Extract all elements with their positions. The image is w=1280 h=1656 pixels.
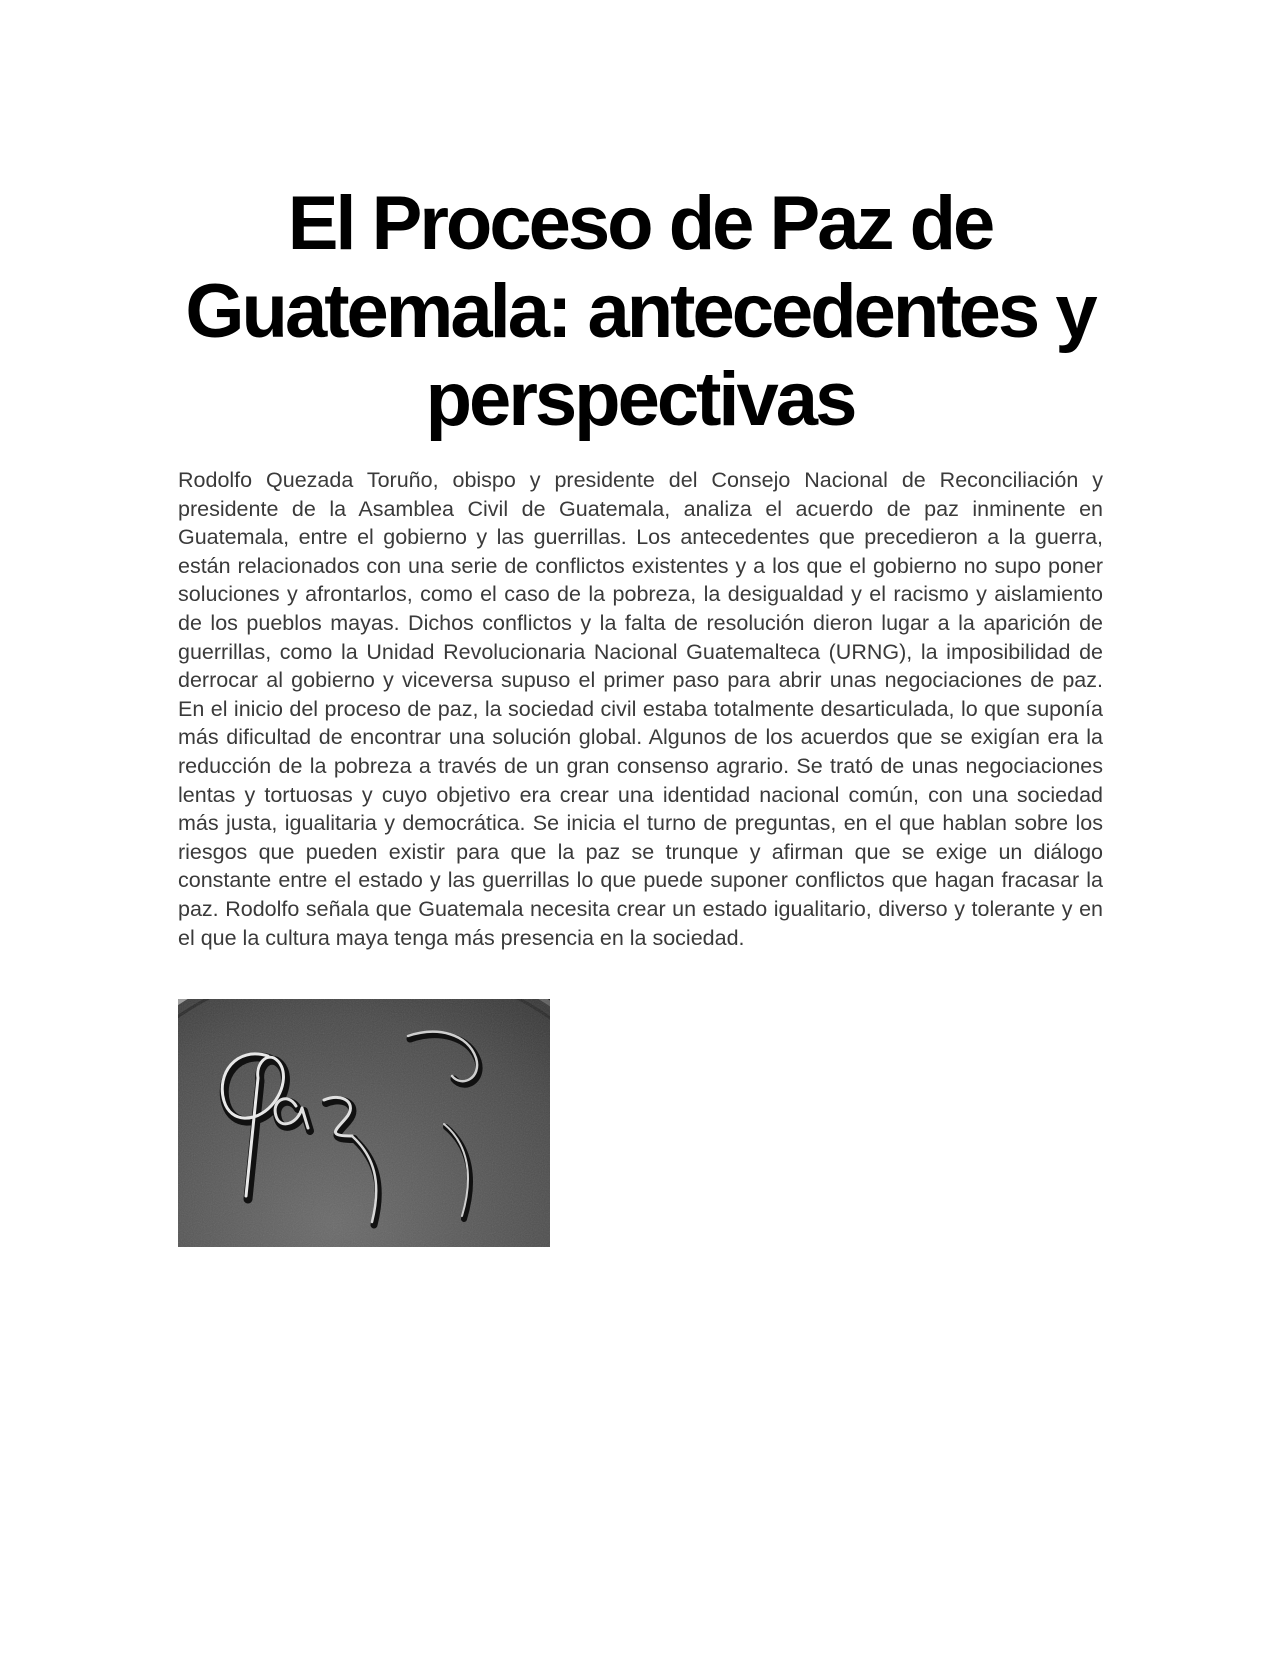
paz-coin-photo — [178, 999, 550, 1247]
document-body-paragraph: Rodolfo Quezada Toruño, obispo y presidente del Consejo Nacional de Reconciliación y presidente de la Asamblea Civil de Guatemala, analiza el acuerdo de paz inminente en Guatemala, entre el gobierno y las guerrillas. Los antecedentes que precedieron a la guerra, están relacionados con una serie de conflictos existentes y a los que el gobierno no supo poner soluciones y afrontarlos, como el caso de la pobreza, la desigualdad y el racismo y aislamiento de los pueblos mayas. Dichos conflictos y la falta de resolución dieron lugar a la aparición de guerrillas, como la Unidad Revolucionaria Nacional Guatemalteca (URNG), la imposibilidad de derrocar al gobierno y viceversa supuso el primer paso para abrir unas negociaciones de paz. En el inicio del proceso de paz, la sociedad civil estaba totalmente desarticulada, lo que suponía más dificultad de encontrar una solución global. Algunos de los acuerdos que se exigían era la reducción de la pobreza a través de un gran consenso agrario. Se trató de unas negociaciones lentas y tortuosas y cuyo objetivo era crear una identidad nacional común, con una sociedad más justa, igualitaria y democrática. Se inicia el turno de preguntas, en el que hablan sobre los riesgos que pueden existir para que la paz se trunque y afirman que se exige un diálogo constante entre el estado y las guerrillas lo que puede suponer conflictos que hagan fracasar la paz. Rodolfo señala que Guatemala necesita crear un estado igualitario, diverso y tolerante y en el que la cultura maya tenga más presencia en la sociedad. — [178, 468, 1103, 950]
document-title: El Proceso de Paz de Guatemala: antecedentes y perspectivas — [185, 181, 1095, 442]
paz-engraving-image — [178, 999, 550, 1247]
